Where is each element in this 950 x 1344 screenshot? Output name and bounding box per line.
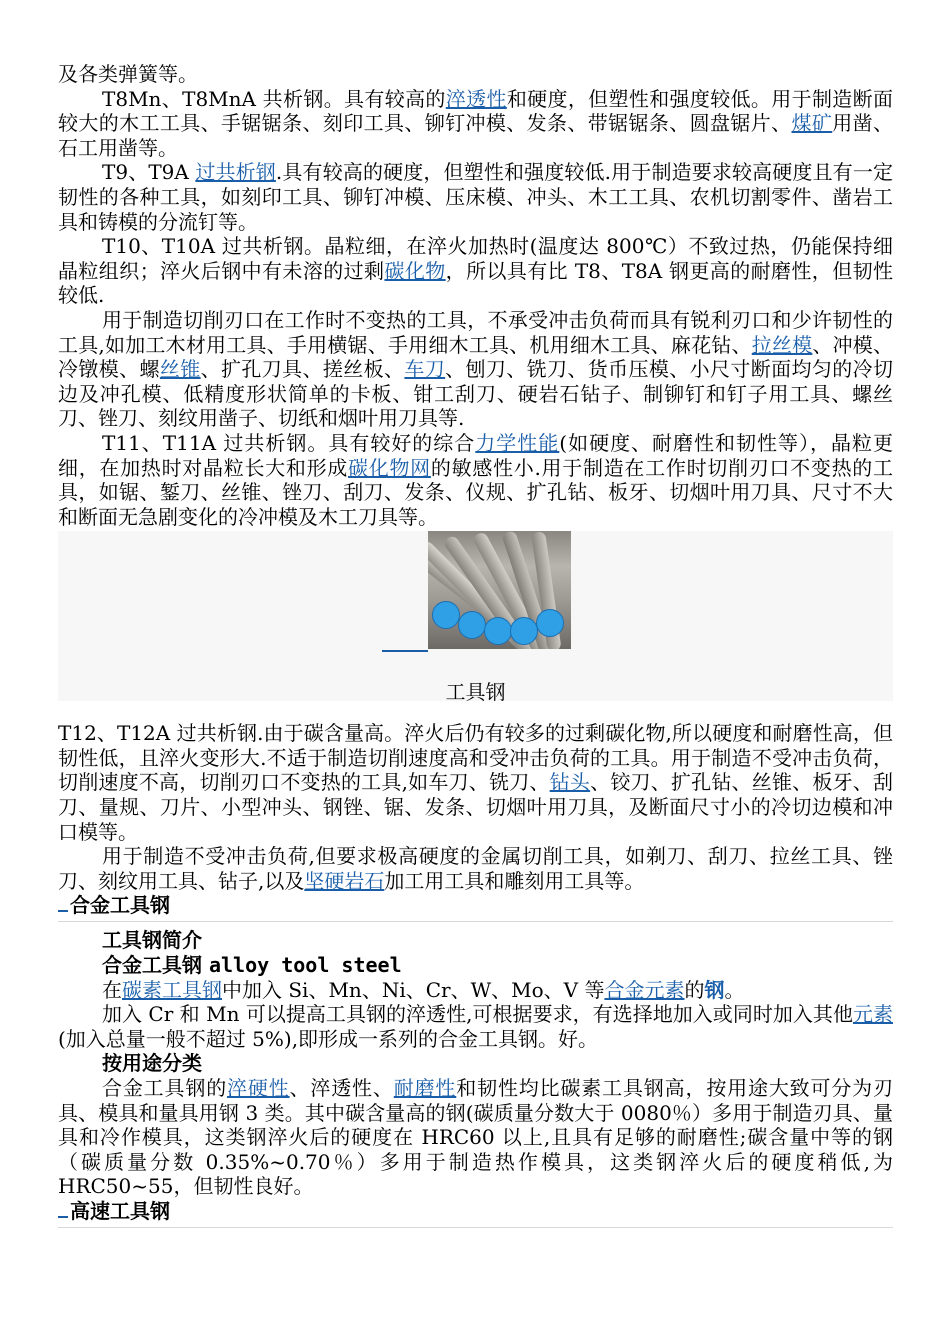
divider xyxy=(58,1227,893,1228)
paragraph: 及各类弹簧等。 xyxy=(58,62,198,86)
document-page xyxy=(58,62,893,1234)
link-hardenability[interactable]: 淬透性 xyxy=(445,86,507,111)
link-carbide[interactable]: 碳化物 xyxy=(384,258,446,283)
section-heading-high-speed-steel: 高速工具钢 xyxy=(58,1199,893,1223)
figure-caption: 工具钢 xyxy=(445,680,506,705)
tool-steel-figure xyxy=(58,531,893,705)
link-hard-rock[interactable]: 坚硬岩石 xyxy=(304,868,385,893)
subheading-alloy-tool-steel: 合金工具钢 alloy tool steel xyxy=(102,953,402,978)
link-tap[interactable]: 丝锥 xyxy=(159,357,201,382)
paragraph-t9: T9、T9A 过共析钢.具有较高的硬度，但塑性和强度较低.用于制造要求较高硬度且有一定韧性的各种工具，如刻印工具、铆钉冲模、压床模、冲头、木工工具、农机切割零件、凿岩工具和铸模的分流钉等。 xyxy=(58,160,893,234)
paragraph-t11: T11、T11A 过共析钢。具有较好的综合力学性能(如硬度、耐磨性和韧性等），晶粒更细，在加热时对晶粒长大和形成碳化物网的敏感性小.用于制造在工作时切削刃口不变热的工具，如锯、錾刀、丝锥、锉刀、刮刀、发条、仪规、扩孔钻、板牙、切烟叶用刀具、尺寸不大和断面无急剧变化的冷冲模及木工刀具等。 xyxy=(58,430,894,529)
paragraph-cr-mn: 加入 Cr 和 Mn 可以提高工具钢的淬透性,可根据要求，有选择地加入或同时加入其他元素(加入总量一般不超过 5%),即形成一系列的合金工具钢。好。 xyxy=(58,1002,893,1051)
heading-anchor-mark[interactable] xyxy=(58,1216,68,1218)
link-wire-drawing-die[interactable]: 拉丝模 xyxy=(751,332,813,357)
paragraph-t12: T12、T12A 过共析钢.由于碳含量高。淬火后仍有较多的过剩碳化物,所以硬度和耐磨性高，但韧性低，且淬火变形大.不适于制造切削速度高和受冲击负荷的工具。用于制造不受冲击负荷，切削速度不高，切削刃口不变热的工具,如车刀、铣刀、钻头、铰刀、扩孔钻、丝锥、板牙、刮刀、量规、刀片、小型冲头、钢锉、锯、发条、切烟叶用刀具，及断面尺寸小的冷切边模和冲口模等。 xyxy=(58,721,894,844)
paragraph-t10-usage: 用于制造切削刃口在工作时不变热的工具，不承受冲击负荷而具有锐利刃口和少许韧性的工具,如加工木材用工具、手用横锯、手用细木工具、机用细木工具、麻花钻、拉丝模、冲模、冷镦模、螺丝锥、扩孔刀具、搓丝板、车刀、刨刀、铣刀、货币压模、小尺寸断面均匀的冷切边及冲孔模、低精度形状简单的卡板、钳工刮刀、硬岩石钻子、制铆钉和钉子用工具、螺丝刀、锉刀、刻纹用凿子、切纸和烟叶用刀具等. xyxy=(58,307,894,431)
link-carbon-tool-steel[interactable]: 碳素工具钢 xyxy=(122,977,222,1002)
link-wear-resistance[interactable]: 耐磨性 xyxy=(393,1076,457,1100)
paragraph-alloy-definition: 在碳素工具钢中加入 Si、Mn、Ni、Cr、W、Mo、V 等合金元素的钢。 xyxy=(102,977,745,1002)
section-heading-alloy-tool-steel: 合金工具钢 xyxy=(58,893,893,917)
link-alloy-elements[interactable]: 合金元素 xyxy=(604,977,685,1002)
paragraph-t10: T10、T10A 过共析钢。晶粒细，在淬火加热时(温度达 800℃）不致过热，仍能保持细晶粒组织；淬火后钢中有未溶的过剩碳化物，所以具有比 T8、T8A 钢更高的耐磨性，但韧性较低. xyxy=(58,234,894,308)
link-mechanical-properties[interactable]: 力学性能 xyxy=(475,430,560,455)
paragraph-classification: 合金工具钢的淬硬性、淬透性、耐磨性和韧性均比碳素工具钢高，按用途大致可分为刃具、模具和量具用钢 3 类。其中碳含量高的钢(碳质量分数大于 0080％）多用于制造刃具、量具和冷作模具，这类钢淬火后的硬度在 HRC60 以上,且具有足够的耐磨性;碳含量中等的钢（碳质量分数 0.35%~0.70％）多用于制造热作模具，这类钢淬火后的硬度稍低,为 HRC50~55，但韧性良好。 xyxy=(58,1076,894,1199)
paragraph-t8mn: T8Mn、T8MnA 共析钢。具有较高的淬透性和硬度，但塑性和强度较低。用于制造断面较大的木工工具、手锯锯条、刻印工具、铆钉冲模、发条、带锯锯条、圆盘锯片、煤矿用凿、石工用凿等。 xyxy=(58,86,893,160)
link-hardenability-quench[interactable]: 淬硬性 xyxy=(227,1076,290,1100)
subheading-intro: 工具钢简介 xyxy=(102,928,202,953)
steel-rods-image[interactable] xyxy=(428,531,571,649)
divider xyxy=(58,921,893,922)
bold-steel: 钢 xyxy=(704,977,725,1002)
image-link-underline xyxy=(382,650,428,652)
paragraph-t12-usage: 用于制造不受冲击负荷,但要求极高硬度的金属切削工具，如剃刀、刮刀、拉丝工具、锉刀、刻纹用工具、钻子,以及坚硬岩石加工用工具和雕刻用工具等。 xyxy=(58,844,893,893)
link-turning-tool[interactable]: 车刀 xyxy=(404,357,446,382)
link-carbide-network[interactable]: 碳化物网 xyxy=(348,455,431,480)
link-hypereutectoid-steel[interactable]: 过共析钢 xyxy=(195,160,276,185)
heading-anchor-mark[interactable] xyxy=(58,910,68,912)
subheading-by-usage: 按用途分类 xyxy=(102,1051,202,1076)
link-drill-bit[interactable]: 钻头 xyxy=(549,770,591,795)
link-elements[interactable]: 元素 xyxy=(852,1002,893,1027)
link-coal-mine[interactable]: 煤矿 xyxy=(791,111,833,136)
